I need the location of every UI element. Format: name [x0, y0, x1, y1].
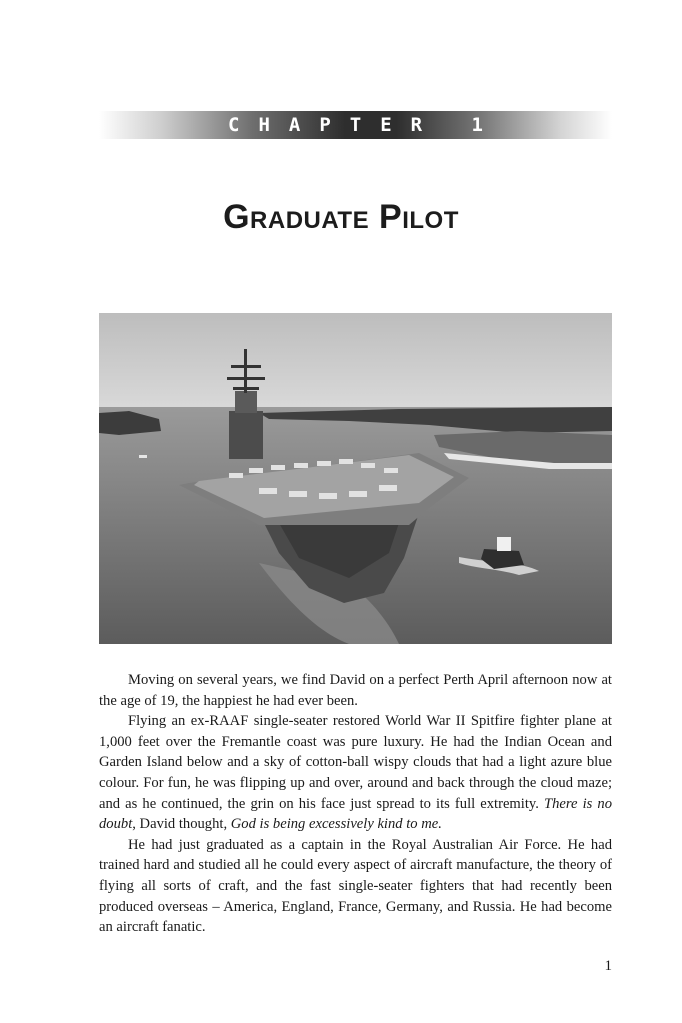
page-number: 1	[604, 958, 612, 974]
aircraft-carrier-photo	[99, 313, 612, 644]
body-text	[99, 670, 612, 938]
chapter-label: CHAPTER 1	[228, 114, 502, 136]
paragraph-2	[99, 711, 612, 835]
chapter-banner	[99, 111, 612, 139]
paragraph-2-italic-b: God is being excessively kind to me.	[230, 816, 442, 833]
paragraph-2-text-b: , David thought,	[132, 816, 231, 833]
chapter-title: Graduate Pilot	[223, 198, 459, 236]
paragraph-2-italic-a: There is no doubt	[99, 795, 612, 833]
paragraph-3: He had just graduated as a captain in the Royal Australian Air Force. He had trained hard and studied all he could every aspect of aircraft manufacture, the theory of flying all sorts of craft, and the fast single-seater fighters that had recently been produced overseas – America, England, France, Germany, and Russia. He had become an aircraft fanatic.	[99, 836, 612, 936]
paragraph-2-text-a: Flying an ex-RAAF single-seater restored World War II Spitfire fighter plane at 1,000 feet over the Fremantle coast was pure luxury. He had the Indian Ocean and Garden Island below and a sky of cotton-ball wispy clouds that had a light azure blue colour. For fun, he was flipping up and over, around and back through the cloud maze; and as he continued, the grin on his face just spread to its full extremity.	[99, 713, 612, 812]
paragraph-1: Moving on several years, we find David on a perfect Perth April afternoon now at the age of 19, the happiest he had ever been.	[99, 672, 612, 709]
